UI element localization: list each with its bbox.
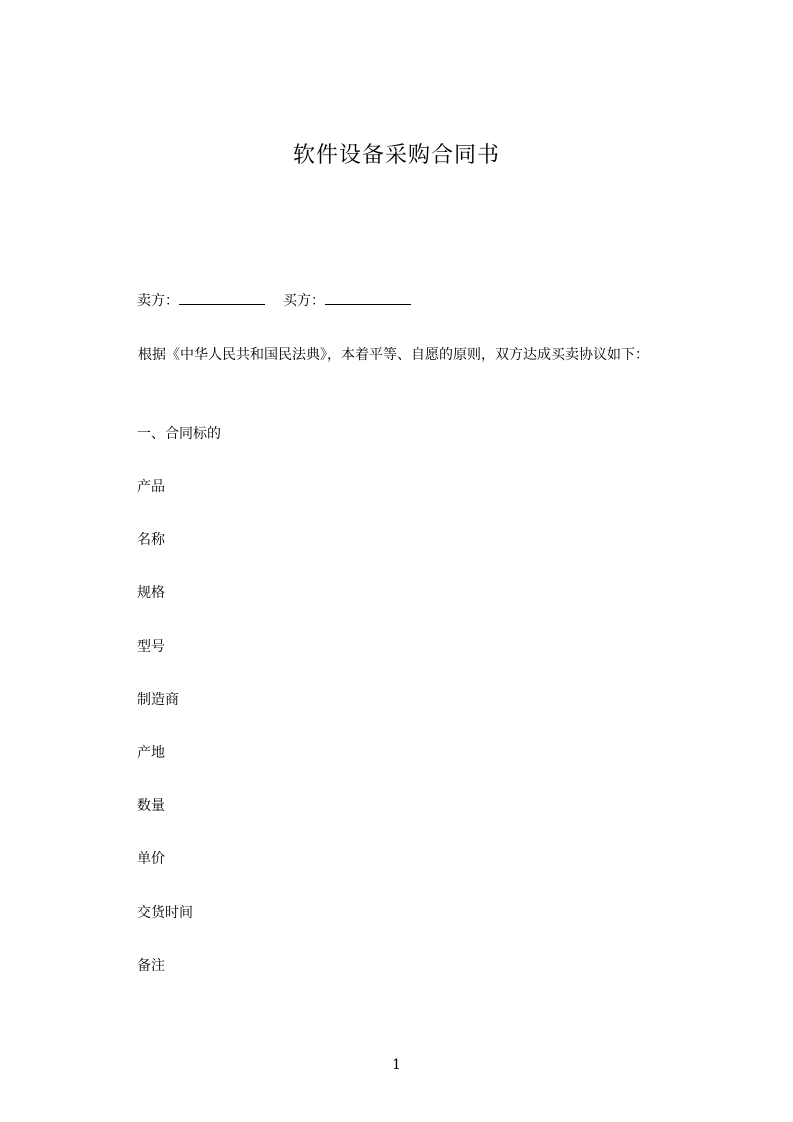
buyer-label: 买方： xyxy=(283,293,325,309)
field-item: 数量 xyxy=(137,798,165,815)
field-item: 规格 xyxy=(137,585,165,602)
section-heading-contract-subject: 一、合同标的 xyxy=(137,426,221,442)
field-item: 产地 xyxy=(137,744,165,761)
buyer-blank-line xyxy=(325,290,411,305)
seller-blank-line xyxy=(179,290,265,305)
seller-label: 卖方： xyxy=(137,293,179,309)
field-item: 制造商 xyxy=(137,691,179,708)
parties-line xyxy=(137,290,429,312)
field-item: 名称 xyxy=(137,532,165,549)
preamble-paragraph: 根据《中华人民共和国民法典》，本着平等、自愿的原则，双方达成买卖协议如下： xyxy=(138,347,649,363)
field-item: 单价 xyxy=(137,851,165,868)
document-title: 软件设备采购合同书 xyxy=(292,143,500,168)
contract-subject-field-list xyxy=(137,476,193,1008)
field-item: 交货时间 xyxy=(137,904,193,921)
page-number: 1 xyxy=(392,1057,401,1073)
field-item: 备注 xyxy=(137,957,165,974)
field-item: 产品 xyxy=(137,479,165,495)
field-item: 型号 xyxy=(137,638,165,655)
